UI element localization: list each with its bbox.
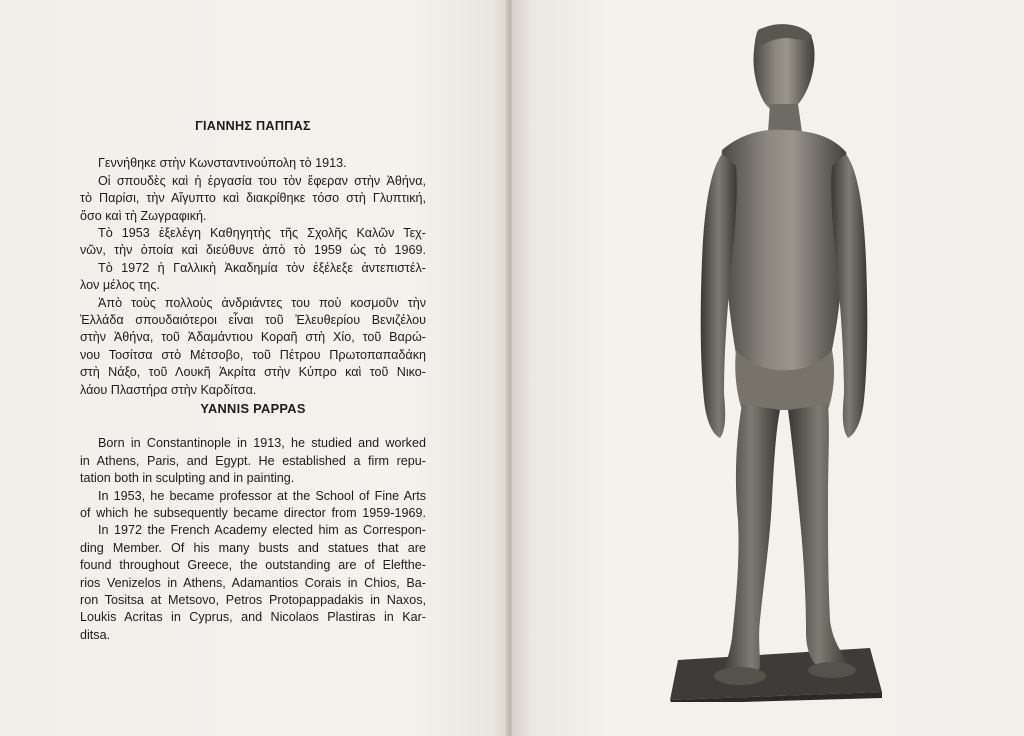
standing-male-statue-icon	[660, 20, 890, 702]
greek-line: τὸ Παρίσι, τὴν Αἴγυπτο καὶ διακρίθηκε τόσο στὴ Γλυπτική,	[80, 191, 426, 206]
greek-line: νῶν, τὴν ὁποία καὶ διεύθυνε ἀπὸ τὸ 1959 ὡς τὸ 1969.	[80, 243, 426, 258]
english-line: In 1972 the French Academy elected him as Correspon-	[98, 523, 426, 538]
english-line: Born in Constantinople in 1913, he studied and worked	[98, 436, 426, 451]
english-line: rios Venizelos in Athens, Adamantios Corais in Chios, Ba-	[80, 575, 426, 590]
english-line: ron Tositsa at Metsovo, Petros Protopappadakis in Naxos,	[80, 593, 426, 608]
greek-biography	[80, 118, 426, 399]
greek-line: στὴν Ἀθήνα, τοῦ Ἀδαμάντιου Κοραῆ στὴ Χίο, τοῦ Βαρώ-	[80, 330, 426, 345]
greek-line: Γεννήθηκε στὴν Κωνσταντινούπολη τὸ 1913.	[98, 156, 347, 171]
greek-line: στὴ Νάξο, τοῦ Λουκῆ Ἀκρίτα στὴν Κύπρο καὶ τοῦ Νικο-	[80, 365, 426, 380]
english-biography	[80, 400, 426, 644]
english-line: tation both in sculpting and in painting.	[80, 471, 295, 486]
greek-line: Οἱ σπουδὲς καὶ ἡ ἐργασία του τὸν ἔφεραν στὴν Ἀθήνα,	[98, 173, 426, 188]
greek-line: λάου Πλαστήρα στὴν Καρδίτσα.	[80, 382, 257, 397]
greek-line: ὅσο καὶ τὴ Ζωγραφική.	[80, 208, 207, 223]
english-line: ding Member. Of his many busts and statues that are	[80, 540, 426, 555]
english-line: in Athens, Paris, and Egypt. He established a firm repu-	[80, 453, 426, 468]
greek-line: Ἀπὸ τοὺς πολλοὺς ἀνδριάντες του ποὺ κοσμοῦν τὴν	[98, 295, 426, 310]
left-page	[0, 0, 508, 736]
english-line: ditsa.	[80, 627, 111, 642]
english-line: of which he subsequently became director from 1959-1969.	[80, 506, 426, 521]
english-line: found throughout Greece, the outstanding are of Elefthe-	[80, 558, 426, 573]
greek-line: Ἑλλάδα σπουδαιότεροι εἶναι τοῦ Ἐλευθερίου Βενιζέλου	[80, 313, 426, 328]
english-line: Loukis Acritas in Cyprus, and Nicolaos Plastiras in Kar-	[80, 610, 426, 625]
greek-line: Τὸ 1972 ἡ Γαλλικὴ Ἀκαδημία τὸν ἐξέλεξε ἀντεπιστέλ-	[98, 260, 426, 275]
greek-line: νου Τοσίτσα στὸ Μέτσοβο, τοῦ Πέτρου Πρωτοπαπαδάκη	[80, 347, 426, 362]
english-title: YANNIS PAPPAS	[200, 401, 306, 416]
greek-title: ΓΙΑΝΝΗΣ ΠΑΠΠΑΣ	[195, 119, 311, 133]
greek-line: λον μέλος της.	[80, 278, 161, 293]
greek-line: Τὸ 1953 ἐξελέγη Καθηγητὴς τῆς Σχολῆς Καλῶν Τεχ-	[98, 226, 426, 241]
english-line: In 1953, he became professor at the School of Fine Arts	[98, 488, 426, 503]
